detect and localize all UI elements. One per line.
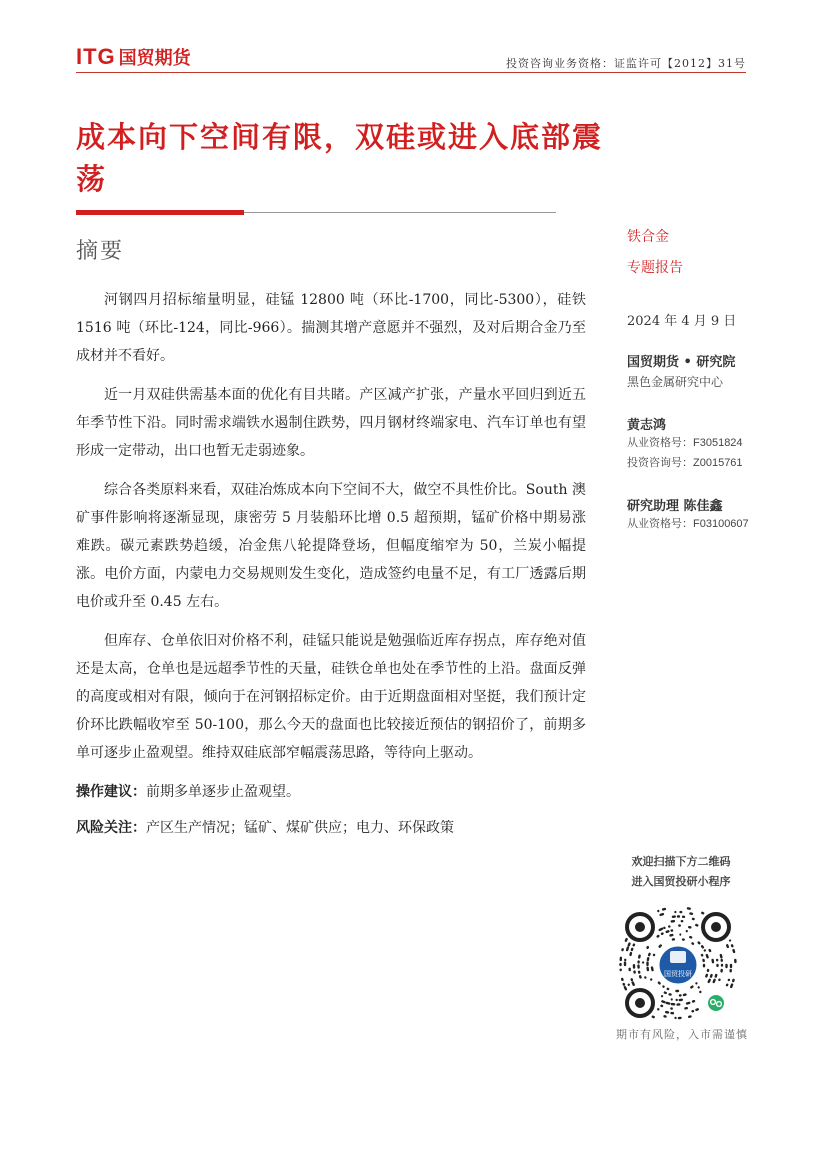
paragraph: 河钢四月招标缩量明显，硅锰 12800 吨（环比-1700，同比-5300），硅铁 1516 吨（环比-124，同比-966）。揣测其增产意愿并不强烈，及对后期合金乃至成材并不看好。	[76, 292, 586, 364]
qr-dot	[646, 946, 650, 950]
risk-disclaimer: 期市有风险，入市需谨慎	[616, 1028, 748, 1041]
qr-dot	[714, 974, 717, 978]
qr-dot	[657, 909, 660, 912]
qr-dot	[658, 944, 663, 949]
qr-dot	[690, 985, 694, 989]
qr-dot	[633, 964, 636, 969]
qr-dot	[629, 952, 632, 957]
qr-dot	[679, 911, 682, 914]
qr-dot	[676, 1003, 680, 1006]
operation-label: 操作建议：	[76, 784, 146, 800]
qr-dot	[619, 968, 622, 971]
qr-dot	[624, 938, 628, 943]
qr-dot	[711, 959, 714, 964]
qr-dot	[729, 969, 732, 973]
analyst-cert-number: F3051824	[693, 437, 743, 449]
qr-dot	[726, 944, 730, 949]
qr-dot	[684, 1007, 688, 1010]
abstract-body	[76, 286, 586, 850]
qr-dot	[705, 973, 709, 978]
qr-dot	[665, 930, 670, 934]
qr-dot	[697, 941, 701, 945]
qr-dot	[689, 912, 693, 915]
qr-dot	[624, 961, 626, 966]
qr-dot	[707, 978, 711, 983]
logo-chinese: 国贸期货	[118, 48, 191, 69]
qr-dot	[670, 920, 675, 923]
qr-dot	[663, 1015, 667, 1018]
qr-dot	[674, 1017, 676, 1020]
analyst-consult-label: 投资咨询号：	[627, 456, 693, 469]
abstract-heading: 摘要	[76, 239, 125, 264]
qr-dot	[637, 964, 640, 968]
title-divider	[244, 212, 556, 213]
qr-dot	[670, 1012, 674, 1015]
qr-dot	[639, 975, 642, 979]
qr-dot	[732, 949, 735, 954]
qr-dot	[665, 1011, 670, 1014]
qr-dot	[668, 993, 672, 996]
qr-dot	[646, 961, 648, 966]
qr-dot	[668, 925, 671, 928]
operation-text: 前期多单逐步止盈观望。	[146, 784, 300, 800]
title-accent-bar	[76, 210, 244, 215]
org-name: 国贸期货 • 研究院	[627, 355, 736, 370]
organization-block	[627, 351, 767, 392]
qr-dot	[707, 969, 710, 973]
qr-dot	[692, 1000, 696, 1004]
qr-dot	[718, 978, 721, 981]
analyst-cert-label: 从业资格号：	[627, 436, 693, 449]
qr-caption-line1: 欢迎扫描下方二维码	[631, 855, 731, 868]
qr-dot	[665, 1002, 670, 1005]
qr-finder-top-right	[703, 914, 729, 940]
qr-dot	[689, 935, 693, 939]
qr-dot	[730, 944, 733, 948]
report-title: 成本向下空间有限，双硅或进入底部震荡	[76, 120, 604, 196]
qr-dot	[660, 1004, 664, 1007]
qr-caption-line2: 进入国贸投研小程序	[631, 875, 731, 888]
qr-dot	[670, 1007, 673, 1010]
assistant-block	[627, 495, 767, 534]
operation-advice	[76, 778, 586, 806]
company-logo	[76, 44, 191, 70]
qr-dot	[700, 953, 703, 956]
qr-dot	[622, 982, 625, 986]
qr-dot	[732, 978, 735, 982]
assistant-title: 研究助理	[627, 499, 680, 514]
qr-dot	[661, 1000, 666, 1004]
qr-dot	[712, 978, 716, 983]
report-date: 2024 年 4 月 9 日	[627, 314, 737, 329]
qr-dot	[691, 1010, 694, 1013]
qr-dot	[662, 985, 665, 988]
logo-latin: ITG	[76, 44, 116, 69]
qr-dot	[624, 959, 627, 962]
risk-label: 风险关注：	[76, 820, 146, 836]
qr-dot	[734, 959, 737, 964]
qr-dot	[660, 932, 664, 936]
qr-dot	[719, 954, 722, 959]
qr-dot	[663, 991, 667, 995]
qr-dot	[730, 983, 734, 988]
qr-dot	[716, 959, 719, 962]
qr-logo-label: 国贸投研	[664, 970, 692, 978]
assistant-cert-label: 从业资格号：	[627, 517, 693, 530]
qr-dot	[688, 1015, 692, 1018]
qr-dot	[687, 907, 692, 910]
qr-dot	[662, 908, 667, 911]
qr-dot	[688, 926, 692, 929]
assistant-line	[627, 495, 767, 514]
qr-dot	[677, 915, 680, 917]
analyst-block	[627, 414, 767, 473]
qr-caption	[596, 852, 766, 892]
qr-dot	[637, 960, 640, 963]
qr-dot	[630, 978, 633, 982]
assistant-name: 陈佳鑫	[683, 499, 723, 514]
qr-dot	[675, 990, 679, 992]
qr-dot	[671, 1003, 676, 1006]
qr-dot	[657, 1008, 660, 1011]
qr-dot	[682, 915, 686, 918]
mini-program-code[interactable]	[616, 903, 740, 1027]
qr-dot	[691, 917, 695, 920]
qr-dot	[710, 974, 713, 979]
qr-dot	[646, 966, 649, 971]
analyst-cert	[627, 433, 767, 453]
analyst-consult-number: Z0015761	[693, 457, 743, 469]
qr-dot	[669, 934, 674, 937]
qr-dot	[663, 926, 666, 929]
qr-dot	[695, 982, 698, 985]
qr-dot	[682, 938, 685, 941]
qr-dot	[656, 934, 660, 938]
paragraph: 综合各类原料来看，双硅冶炼成本向下空间不大，做空不具性价比。South 澳矿事件影响将逐渐显现，康密劳 5 月装船环比增 0.5 超预期，锰矿价格中期易涨难跌。碳元素跌势趋缓，冶金焦八轮提降登场，但幅度缩窄为 50，兰炭小幅提涨。电价方面，内蒙电力交易规则发生变化，造成签约电量不足，有工厂透露后期电价或升至 0.45 左右。	[76, 482, 586, 610]
qr-dot	[697, 986, 700, 989]
qr-dot	[683, 993, 687, 996]
qr-dot	[644, 976, 647, 979]
qr-dot	[716, 964, 718, 967]
qr-dot	[666, 987, 669, 990]
report-type: 专题报告	[627, 260, 683, 276]
qr-dot	[674, 911, 676, 914]
qr-dot	[720, 969, 723, 973]
qr-dot	[730, 964, 732, 968]
qr-dot	[703, 964, 705, 968]
header-divider	[76, 72, 746, 73]
qr-finder-bottom-left	[627, 990, 653, 1016]
assistant-cert	[627, 514, 767, 534]
qr-dot	[679, 933, 681, 936]
report-category: 铁合金	[627, 229, 669, 245]
dept-name: 黑色金属研究中心	[627, 375, 724, 389]
qr-dot	[642, 961, 645, 963]
qr-dot	[678, 998, 683, 1001]
qr-dot	[725, 983, 728, 987]
qr-dot	[699, 990, 702, 993]
qr-dot	[621, 977, 624, 981]
qr-dot	[703, 949, 706, 952]
qr-dot	[630, 947, 633, 951]
qr-dot	[631, 981, 635, 986]
qr-dot	[670, 929, 673, 932]
risk-text: 产区生产情况；锰矿、煤矿供应；电力、环保政策	[146, 820, 454, 836]
qr-dot	[627, 983, 630, 986]
qr-dot	[633, 970, 636, 974]
qr-dot	[695, 923, 699, 927]
analyst-consult	[627, 453, 767, 473]
qr-dot	[621, 948, 624, 952]
qr-dot	[651, 1015, 655, 1019]
qr-dot	[678, 1017, 682, 1020]
qr-dot	[686, 1001, 691, 1005]
qr-dot	[648, 952, 651, 956]
qr-dot	[691, 942, 695, 946]
qr-dot	[661, 995, 664, 998]
qr-dot	[619, 956, 622, 961]
qr-dot	[720, 959, 723, 962]
qr-dot	[647, 957, 650, 962]
qr-dot	[678, 924, 681, 926]
qr-dot	[675, 999, 678, 1001]
qr-dot	[700, 945, 704, 949]
wechat-mini-program-icon	[708, 995, 724, 1011]
qr-dot	[638, 954, 641, 959]
qr-dot	[619, 963, 621, 966]
qr-dot	[695, 1008, 699, 1012]
license-text: 投资咨询业务资格：证监许可【2012】31号	[506, 57, 746, 70]
qr-dot	[670, 998, 673, 1001]
qr-dot	[680, 920, 683, 923]
qr-dot	[638, 970, 641, 974]
qr-dot	[708, 949, 712, 953]
qr-dot	[672, 938, 676, 941]
paragraph: 但库存、仓单依旧对价格不利，硅锰只能说是勉强临近库存拐点，库存绝对值还是太高，仓单也是远超季节性的天量，硅铁仓单也处在季节性的上沿。盘面反弹的高度或相对有限，倾向于在河钢招标定价。由于近期盘面相对坚挺，我们预计定价环比跌幅收窄至 50-100，那么今天的盘面也比较接近预估的钢招价了，前期多单可逐步止盈观望。维持双硅底部窄幅震荡思路，等待向上驱动。	[76, 633, 586, 761]
qr-dot	[725, 964, 727, 968]
qr-dot	[729, 939, 732, 942]
qr-dot	[727, 978, 730, 981]
qr-dot	[658, 927, 664, 931]
qr-center-logo	[658, 945, 698, 985]
qr-dot	[705, 954, 709, 959]
risk-attention	[76, 814, 586, 842]
qr-dot	[651, 966, 654, 971]
qr-dot	[623, 986, 627, 991]
qr-dot	[657, 981, 661, 985]
qr-dot	[701, 911, 705, 915]
qr-dot	[721, 964, 723, 967]
qr-dot	[628, 967, 631, 971]
qr-dot	[659, 913, 664, 917]
qr-dot	[626, 946, 630, 951]
qr-finder-top-left	[627, 914, 653, 940]
qr-dot	[685, 930, 688, 933]
qr-dot	[650, 978, 653, 981]
sidebar	[627, 222, 767, 534]
qr-dot	[627, 942, 631, 947]
qr-dot	[652, 953, 655, 956]
assistant-cert-number: F03100607	[693, 518, 749, 530]
qr-dot	[632, 943, 635, 947]
analyst-name: 黄志鸿	[627, 418, 667, 433]
paragraph: 近一月双硅供需基本面的优化有目共睹。产区减产扩张，产量水平回归到近五年季节性下沿。同时需求端铁水遏制住跌势，四月钢材终端家电、汽车订单也有望形成一定带动，出口也暂无走弱迹象。	[76, 387, 586, 459]
qr-dot	[702, 959, 705, 963]
qr-dot	[672, 915, 676, 918]
qr-dot	[679, 994, 682, 997]
